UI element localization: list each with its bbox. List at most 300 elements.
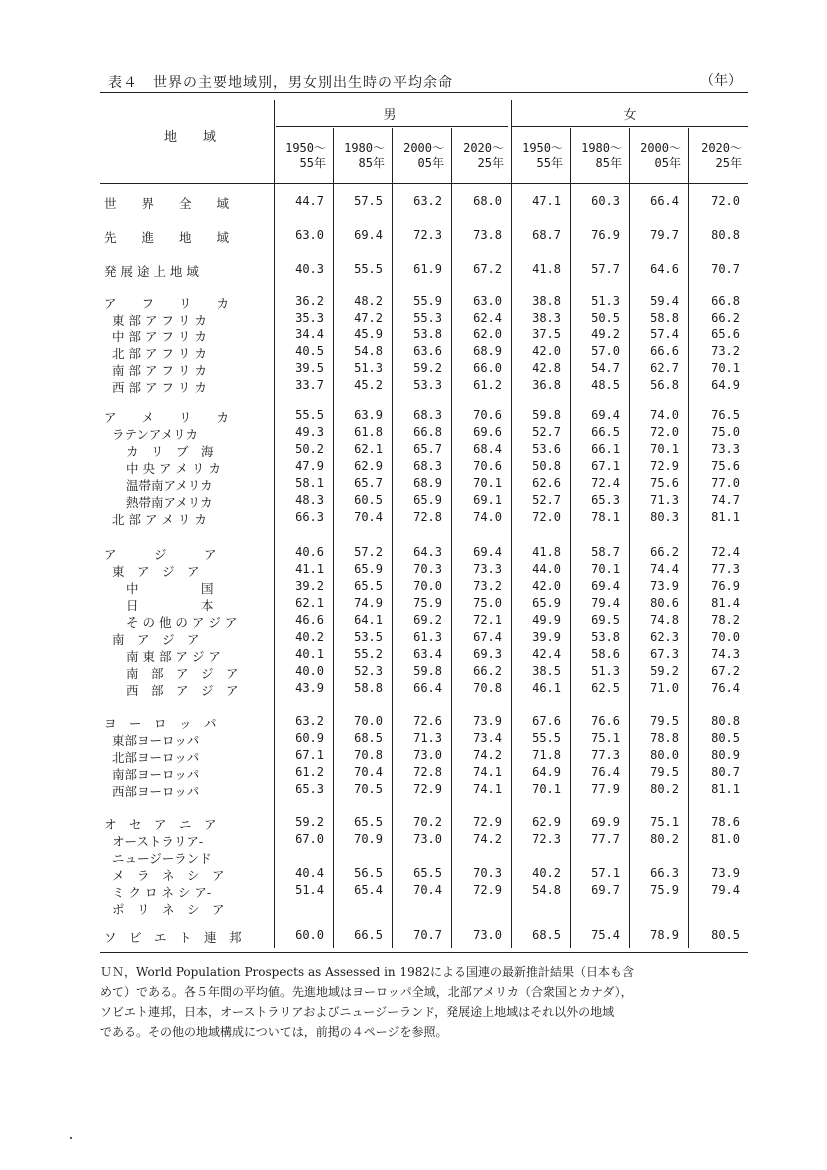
value-cell-female-4: 73.9 [711,866,740,880]
value-cell-male-3: 53.8 [413,327,442,341]
value-cell-female-4: 81.0 [711,832,740,846]
value-cell-female-1: 71.8 [532,748,561,762]
value-cell-female-1: 37.5 [532,327,561,341]
value-cell-male-2: 57.5 [354,194,383,208]
table-row [0,459,827,475]
value-cell-female-4: 80.5 [711,731,740,745]
value-cell-male-1: 48.3 [295,493,324,507]
value-cell-male-4: 74.1 [473,765,502,779]
value-cell-male-2: 45.2 [354,378,383,392]
value-cell-male-4: 73.0 [473,928,502,942]
region-name: 南 部 ア ジ ア [126,666,239,681]
table-row [0,782,827,798]
value-cell-male-3: 53.3 [413,378,442,392]
value-cell-male-2: 64.1 [354,613,383,627]
value-cell-male-1: 40.5 [295,344,324,358]
region-name: 西 部 ア フ リ カ [112,380,207,395]
value-cell-female-3: 59.4 [650,294,679,308]
value-cell-male-1: 62.1 [295,596,324,610]
note-line-4: である。その他の地域構成については，前掲の４ページを参照。 [100,1025,448,1039]
value-cell-male-1: 61.2 [295,765,324,779]
value-cell-female-1: 44.0 [532,562,561,576]
value-cell-female-1: 62.6 [532,476,561,490]
period-start: 1950～ [522,141,563,155]
value-cell-male-4: 72.9 [473,815,502,829]
value-cell-male-2: 54.8 [354,344,383,358]
value-cell-female-4: 76.9 [711,579,740,593]
value-cell-male-1: 36.2 [295,294,324,308]
period-end: 25年 [715,156,742,170]
value-cell-female-3: 75.6 [650,476,679,490]
table-row [0,476,827,492]
region-name: 中 部 ア フ リ カ [112,329,207,344]
value-cell-female-3: 67.3 [650,647,679,661]
value-cell-female-3: 71.0 [650,681,679,695]
value-cell-female-2: 75.1 [591,731,620,745]
value-cell-male-3: 72.8 [413,510,442,524]
region-name: ポ リ ネ シ ア [112,902,225,917]
table-row [0,344,827,360]
value-cell-female-3: 79.5 [650,714,679,728]
region-name: ア ジ ア [104,547,217,562]
period-end: 05年 [417,156,444,170]
value-cell-female-2: 51.3 [591,294,620,308]
value-cell-female-1: 72.3 [532,832,561,846]
table-row [0,311,827,327]
value-cell-male-4: 70.3 [473,866,502,880]
value-cell-male-3: 66.8 [413,425,442,439]
table-row [0,327,827,343]
value-cell-female-1: 38.8 [532,294,561,308]
value-cell-male-2: 70.4 [354,510,383,524]
value-cell-female-4: 77.3 [711,562,740,576]
value-cell-female-1: 64.9 [532,765,561,779]
value-cell-male-1: 44.7 [295,194,324,208]
value-cell-male-3: 70.4 [413,883,442,897]
value-cell-male-1: 63.0 [295,228,324,242]
value-cell-female-4: 81.1 [711,782,740,796]
value-cell-male-2: 65.9 [354,562,383,576]
value-cell-female-4: 67.2 [711,664,740,678]
value-cell-female-4: 73.3 [711,442,740,456]
region-name: オーストラリア- [112,834,204,849]
region-name: 東部ヨーロッパ [112,733,200,748]
period-end: 55年 [299,156,326,170]
value-cell-female-2: 57.7 [591,262,620,276]
value-cell-female-3: 66.2 [650,545,679,559]
value-cell-male-3: 70.7 [413,928,442,942]
region-name: 西 部 ア ジ ア [126,683,239,698]
value-cell-female-1: 65.9 [532,596,561,610]
value-cell-female-1: 55.5 [532,731,561,745]
value-cell-female-2: 53.8 [591,630,620,644]
value-cell-male-3: 73.0 [413,748,442,762]
value-cell-male-4: 67.2 [473,262,502,276]
value-cell-female-1: 53.6 [532,442,561,456]
value-cell-male-2: 65.5 [354,579,383,593]
table-row [0,815,827,831]
value-cell-female-4: 78.2 [711,613,740,627]
value-cell-male-2: 69.4 [354,228,383,242]
period-header-female-1 [505,141,563,171]
value-cell-male-2: 57.2 [354,545,383,559]
value-cell-male-4: 69.6 [473,425,502,439]
value-cell-male-2: 51.3 [354,361,383,375]
table-row [0,681,827,697]
value-cell-male-1: 39.5 [295,361,324,375]
region-name: カ リ ブ 海 [126,444,214,459]
value-cell-female-4: 80.5 [711,928,740,942]
value-cell-female-4: 80.9 [711,748,740,762]
value-cell-female-3: 66.3 [650,866,679,880]
value-cell-female-4: 75.0 [711,425,740,439]
region-name: メ ラ ネ シ ア [112,868,225,883]
value-cell-female-3: 74.8 [650,613,679,627]
value-cell-female-2: 57.0 [591,344,620,358]
value-cell-female-3: 71.3 [650,493,679,507]
table-row [0,408,827,424]
value-cell-female-2: 48.5 [591,378,620,392]
table-row [0,647,827,663]
scan-speck [70,1137,72,1139]
value-cell-male-2: 62.9 [354,459,383,473]
value-cell-male-3: 61.9 [413,262,442,276]
table-notes [100,962,760,1042]
table-row [0,579,827,595]
value-cell-female-1: 72.0 [532,510,561,524]
value-cell-male-1: 41.1 [295,562,324,576]
value-cell-female-3: 75.9 [650,883,679,897]
value-cell-male-2: 70.0 [354,714,383,728]
value-cell-male-4: 62.0 [473,327,502,341]
value-cell-male-4: 72.1 [473,613,502,627]
value-cell-female-2: 62.5 [591,681,620,695]
table-row [0,714,827,730]
value-cell-male-4: 70.1 [473,476,502,490]
value-cell-male-1: 43.9 [295,681,324,695]
value-cell-female-2: 76.9 [591,228,620,242]
value-cell-female-3: 80.2 [650,782,679,796]
value-cell-female-1: 62.9 [532,815,561,829]
value-cell-male-1: 35.3 [295,311,324,325]
unit-label: （年） [700,73,742,89]
value-cell-female-3: 78.8 [650,731,679,745]
bottom-rule [100,952,748,953]
period-start: 2020～ [701,141,742,155]
value-cell-female-1: 47.1 [532,194,561,208]
value-cell-female-4: 70.1 [711,361,740,375]
value-cell-male-3: 72.8 [413,765,442,779]
header-bottom-rule [100,183,748,184]
value-cell-male-3: 59.2 [413,361,442,375]
period-start: 2000～ [403,141,444,155]
value-cell-female-3: 73.9 [650,579,679,593]
region-name: 北 部 ア フ リ カ [112,346,207,361]
table-row [0,442,827,458]
period-end: 25年 [477,156,504,170]
region-name: 北部ヨーロッパ [112,750,200,765]
value-cell-female-2: 69.4 [591,579,620,593]
period-header-male-2 [327,141,385,171]
period-end: 55年 [536,156,563,170]
value-cell-female-3: 62.3 [650,630,679,644]
value-cell-female-3: 72.9 [650,459,679,473]
region-name: ア フ リ カ [104,296,230,311]
table-row [0,378,827,394]
value-cell-male-1: 60.0 [295,928,324,942]
value-cell-male-3: 68.3 [413,408,442,422]
table-title: 表４ 世界の主要地域別，男女別出生時の平均余命 [108,75,453,91]
value-cell-female-2: 75.4 [591,928,620,942]
table-row [0,849,827,865]
value-cell-male-4: 69.1 [473,493,502,507]
value-cell-female-2: 60.3 [591,194,620,208]
value-cell-male-4: 70.8 [473,681,502,695]
region-name: 南 部 ア フ リ カ [112,363,207,378]
value-cell-male-1: 55.5 [295,408,324,422]
region-name: 中 央 ア メ リ カ [126,461,221,476]
value-cell-female-3: 80.2 [650,832,679,846]
value-cell-female-4: 65.6 [711,327,740,341]
value-cell-male-4: 73.3 [473,562,502,576]
value-cell-male-2: 65.5 [354,815,383,829]
value-cell-female-3: 80.3 [650,510,679,524]
value-cell-female-1: 50.8 [532,459,561,473]
region-name: ミ ク ロ ネ シ ア- [112,885,212,900]
table-row [0,562,827,578]
value-cell-male-1: 49.3 [295,425,324,439]
table-row [0,228,827,244]
region-name: 温帯南アメリカ [126,478,213,493]
value-cell-female-4: 81.1 [711,510,740,524]
region-name: ア メ リ カ [104,410,230,425]
value-cell-male-4: 61.2 [473,378,502,392]
value-cell-female-2: 69.7 [591,883,620,897]
value-cell-male-3: 70.2 [413,815,442,829]
value-cell-male-4: 69.3 [473,647,502,661]
period-header-female-2 [564,141,622,171]
value-cell-female-2: 76.4 [591,765,620,779]
value-cell-male-2: 70.8 [354,748,383,762]
value-cell-male-4: 66.0 [473,361,502,375]
table-row [0,596,827,612]
value-cell-male-3: 63.6 [413,344,442,358]
value-cell-female-3: 80.6 [650,596,679,610]
value-cell-male-2: 70.4 [354,765,383,779]
period-end: 85年 [595,156,622,170]
table-row [0,361,827,377]
region-name: 熱帯南アメリカ [126,495,213,510]
value-cell-male-3: 65.5 [413,866,442,880]
value-cell-male-2: 52.3 [354,664,383,678]
value-cell-female-2: 49.2 [591,327,620,341]
value-cell-female-2: 54.7 [591,361,620,375]
value-cell-female-4: 66.2 [711,311,740,325]
value-cell-male-4: 74.2 [473,748,502,762]
value-cell-male-4: 74.2 [473,832,502,846]
value-cell-male-2: 65.4 [354,883,383,897]
table-row [0,493,827,509]
value-cell-female-3: 64.6 [650,262,679,276]
value-cell-male-1: 51.4 [295,883,324,897]
value-cell-male-2: 70.9 [354,832,383,846]
value-cell-male-3: 72.9 [413,782,442,796]
value-cell-male-1: 39.2 [295,579,324,593]
value-cell-female-2: 57.1 [591,866,620,880]
value-cell-male-4: 72.9 [473,883,502,897]
value-cell-female-2: 79.4 [591,596,620,610]
top-rule [100,92,748,93]
table-row [0,928,827,944]
region-name: ニュージーランド [112,851,212,866]
value-cell-female-1: 52.7 [532,493,561,507]
value-cell-female-2: 67.1 [591,459,620,473]
value-cell-female-1: 38.5 [532,664,561,678]
value-cell-female-3: 70.1 [650,442,679,456]
value-cell-male-4: 70.6 [473,408,502,422]
table-row [0,262,827,278]
value-cell-female-1: 67.6 [532,714,561,728]
value-cell-female-2: 69.4 [591,408,620,422]
table-row [0,900,827,916]
period-end: 85年 [358,156,385,170]
value-cell-male-3: 70.3 [413,562,442,576]
region-name: 世 界 全 域 [104,196,230,211]
value-cell-female-3: 56.8 [650,378,679,392]
value-cell-female-4: 72.0 [711,194,740,208]
value-cell-male-3: 72.3 [413,228,442,242]
value-cell-female-4: 79.4 [711,883,740,897]
value-cell-male-4: 68.9 [473,344,502,358]
value-cell-female-2: 72.4 [591,476,620,490]
region-name: 南 東 部 ア ジ ア [126,649,221,664]
note-line-1: ＵＮ，World Population Prospects as Assessed in 1982による国連の最新推計結果（日本も含 [100,965,634,979]
value-cell-male-1: 50.2 [295,442,324,456]
value-cell-female-2: 51.3 [591,664,620,678]
value-cell-male-1: 47.9 [295,459,324,473]
value-cell-male-2: 61.8 [354,425,383,439]
table-row [0,731,827,747]
header-region: 地 域 [163,130,216,145]
value-cell-female-2: 58.7 [591,545,620,559]
value-cell-male-3: 66.4 [413,681,442,695]
table-row [0,866,827,882]
note-line-3: ソビエト連邦，日本，オーストラリアおよびニュージーランド，発展途上地域はそれ以外の地域 [100,1005,615,1019]
value-cell-male-4: 68.0 [473,194,502,208]
table-row [0,510,827,526]
value-cell-female-1: 36.8 [532,378,561,392]
value-cell-male-1: 58.1 [295,476,324,490]
value-cell-male-1: 63.2 [295,714,324,728]
value-cell-female-1: 54.8 [532,883,561,897]
value-cell-female-4: 74.7 [711,493,740,507]
region-name: ラテンアメリカ [112,427,199,442]
value-cell-female-4: 70.0 [711,630,740,644]
value-cell-female-3: 66.6 [650,344,679,358]
value-cell-female-1: 41.8 [532,262,561,276]
value-cell-female-1: 49.9 [532,613,561,627]
note-line-2: めて）である。各５年間の平均値。先進地域はヨーロッパ全域，北部アメリカ（合衆国とカナダ）， [100,985,633,999]
region-name: 発 展 途 上 地 域 [104,264,199,279]
value-cell-female-3: 75.1 [650,815,679,829]
value-cell-female-1: 59.8 [532,408,561,422]
value-cell-female-4: 76.4 [711,681,740,695]
table-row [0,748,827,764]
value-cell-male-3: 63.2 [413,194,442,208]
value-cell-male-4: 68.4 [473,442,502,456]
value-cell-male-2: 62.1 [354,442,383,456]
value-cell-male-1: 40.2 [295,630,324,644]
value-cell-male-2: 63.9 [354,408,383,422]
period-start: 2020～ [463,141,504,155]
value-cell-male-1: 65.3 [295,782,324,796]
value-cell-male-1: 40.3 [295,262,324,276]
value-cell-male-2: 66.5 [354,928,383,942]
table-row [0,425,827,441]
value-cell-female-3: 66.4 [650,194,679,208]
value-cell-male-3: 68.3 [413,459,442,473]
region-name: ヨ ー ロ ッ パ [104,716,217,731]
value-cell-male-3: 55.9 [413,294,442,308]
value-cell-female-2: 77.7 [591,832,620,846]
value-cell-male-2: 65.7 [354,476,383,490]
value-cell-male-1: 40.4 [295,866,324,880]
table-row [0,630,827,646]
table-row [0,664,827,680]
value-cell-male-2: 55.2 [354,647,383,661]
period-header-male-3 [386,141,444,171]
value-cell-female-1: 39.9 [532,630,561,644]
value-cell-female-4: 77.0 [711,476,740,490]
period-header-female-3 [623,141,681,171]
value-cell-female-2: 69.9 [591,815,620,829]
period-start: 2000～ [640,141,681,155]
table-row [0,294,827,310]
value-cell-male-4: 69.4 [473,545,502,559]
value-cell-female-1: 46.1 [532,681,561,695]
period-start: 1980～ [344,141,385,155]
period-header-female-4 [684,141,742,171]
table-row [0,545,827,561]
value-cell-male-4: 75.0 [473,596,502,610]
value-cell-male-1: 67.1 [295,748,324,762]
value-cell-male-3: 70.0 [413,579,442,593]
value-cell-male-3: 69.2 [413,613,442,627]
value-cell-male-3: 68.9 [413,476,442,490]
value-cell-female-4: 76.5 [711,408,740,422]
value-cell-female-2: 69.5 [591,613,620,627]
value-cell-male-2: 53.5 [354,630,383,644]
value-cell-female-3: 72.0 [650,425,679,439]
value-cell-male-4: 63.0 [473,294,502,308]
value-cell-female-3: 78.9 [650,928,679,942]
region-name: ソ ビ エ ト 連 邦 [104,930,242,945]
value-cell-male-4: 73.8 [473,228,502,242]
male-group-rule [276,126,508,127]
value-cell-female-1: 68.7 [532,228,561,242]
value-cell-female-4: 81.4 [711,596,740,610]
value-cell-female-2: 66.1 [591,442,620,456]
region-name: 日 本 [126,598,214,613]
value-cell-female-4: 64.9 [711,378,740,392]
value-cell-female-3: 59.2 [650,664,679,678]
value-cell-male-3: 61.3 [413,630,442,644]
value-cell-male-4: 73.9 [473,714,502,728]
table-row [0,194,827,210]
value-cell-male-2: 56.5 [354,866,383,880]
value-cell-male-4: 70.6 [473,459,502,473]
value-cell-male-1: 40.0 [295,664,324,678]
